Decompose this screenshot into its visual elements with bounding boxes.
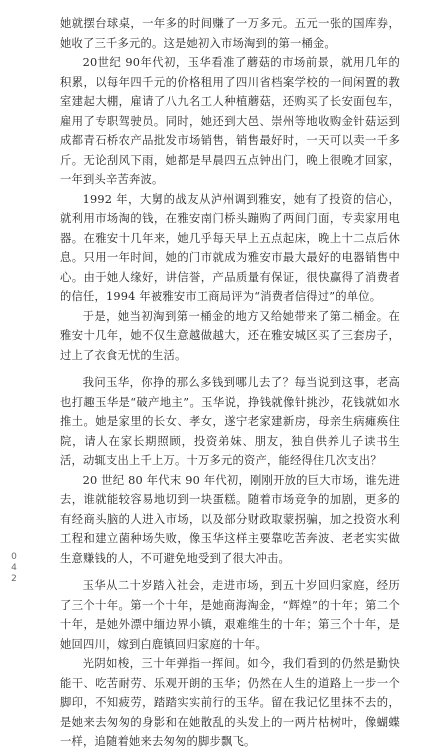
body-text [60,14,400,752]
page-number: 042 [11,552,17,584]
paragraph-3: 1992 年，大舅的战友从泸州调到雅安，她有了投资的信心，就利用市场淘的钱，在雅安南门桥头蹦购了两间门面，专卖家用电器。在雅安十几年来，她几乎每天早上五点起床，晚上十二点后休息。只用一年时间，她的门市就成为雅安市最大最好的电器销售中心。由于她人缘好，讲信誉，产品质量有保证，很快赢得了消费者的信任，1994 年被雅安市工商局评为“消费者信得过”的单位。 [60,192,400,303]
paragraph-5: 我问玉华，你挣的那么多钱到哪儿去了？每当说到这事，老高也打趣玉华是“破产地主”。玉华说，挣钱就像针挑沙，花钱就如水推土。她是家里的长女、孝女，遂宁老家建新房，母亲生病瘫痪住院，请人在家长期照顾，投资弟妹、朋友，独自供养儿子读书生活，动辄支出上千上万。十万多元的资产，能经得住几次支出？ [60,376,400,467]
paragraph-7: 玉华从二十岁踏入社会，走进市场，到五十岁回归家庭，经历了三个十年。第一个十年，是她商海淘金，“辉煌”的十年；第二个十年，是她外漂中缅边界小镇，艰难维生的十年；第三个十年，是她回四川，嫁到白鹿镇回归家庭的十年。 [60,579,400,651]
paragraph-2: 20世纪 90年代初，玉华看准了蘑菇的市场前景，就用几年的积累，以每年四千元的价格租用了四川省档案学校的一间闲置的教室建起大棚，雇请了八九名工人种植蘑菇，还购买了长安面包车，雇用了专职驾驶员。同时，她还到大邑、崇州等地收购金针菇运到成都青石桥农产品批发市场销售，销售最好时，一天可以卖一千多斤。无论刮风下雨，她都是早晨四五点钟出门，晚上很晚才回家，一年到头辛苦奔波。 [60,56,400,186]
paragraph-4: 于是，她当初淘到第一桶金的地方又给她带来了第二桶金。在雅安十几年，她不仅生意越做越大，还在雅安城区买了三套房子，过上了衣食无忧的生活。 [60,309,400,362]
paragraph-6: 20 世纪 80 年代末 90 年代初，刚刚开放的巨大市场，谁先进去，谁就能较容易地切到一块蛋糕。随着市场竞争的加剧，更多的有经商头脑的人进入市场，以及部分财政取蒙拐骗，加之投资水利工程和建立菌种场失败，像玉华这样主要靠吃苦奔波、老老实实做生意赚钱的人，不可避免地受到了很大冲击。 [60,473,400,565]
paragraph-1: 她就摆台球桌，一年多的时间赚了一万多元。五元一张的国库券，她收了三千多元的。这是她初入市场淘到的第一桶金。 [60,17,400,50]
paragraph-8: 光阴如梭，三十年弹指一挥间。如今，我们看到的仍然是勤快能干、吃苦耐劳、乐观开朗的玉华；仍然在人生的道路上一步一个脚印，不知疲劳，踏踏实实前行的玉华。留在我记忆里抹不去的，是她来去匆匆的身影和在她散乱的头发上的一两片枯树叶，像蝴蝶一样，追随着她来去匆匆的脚步飘飞。 [60,657,400,748]
